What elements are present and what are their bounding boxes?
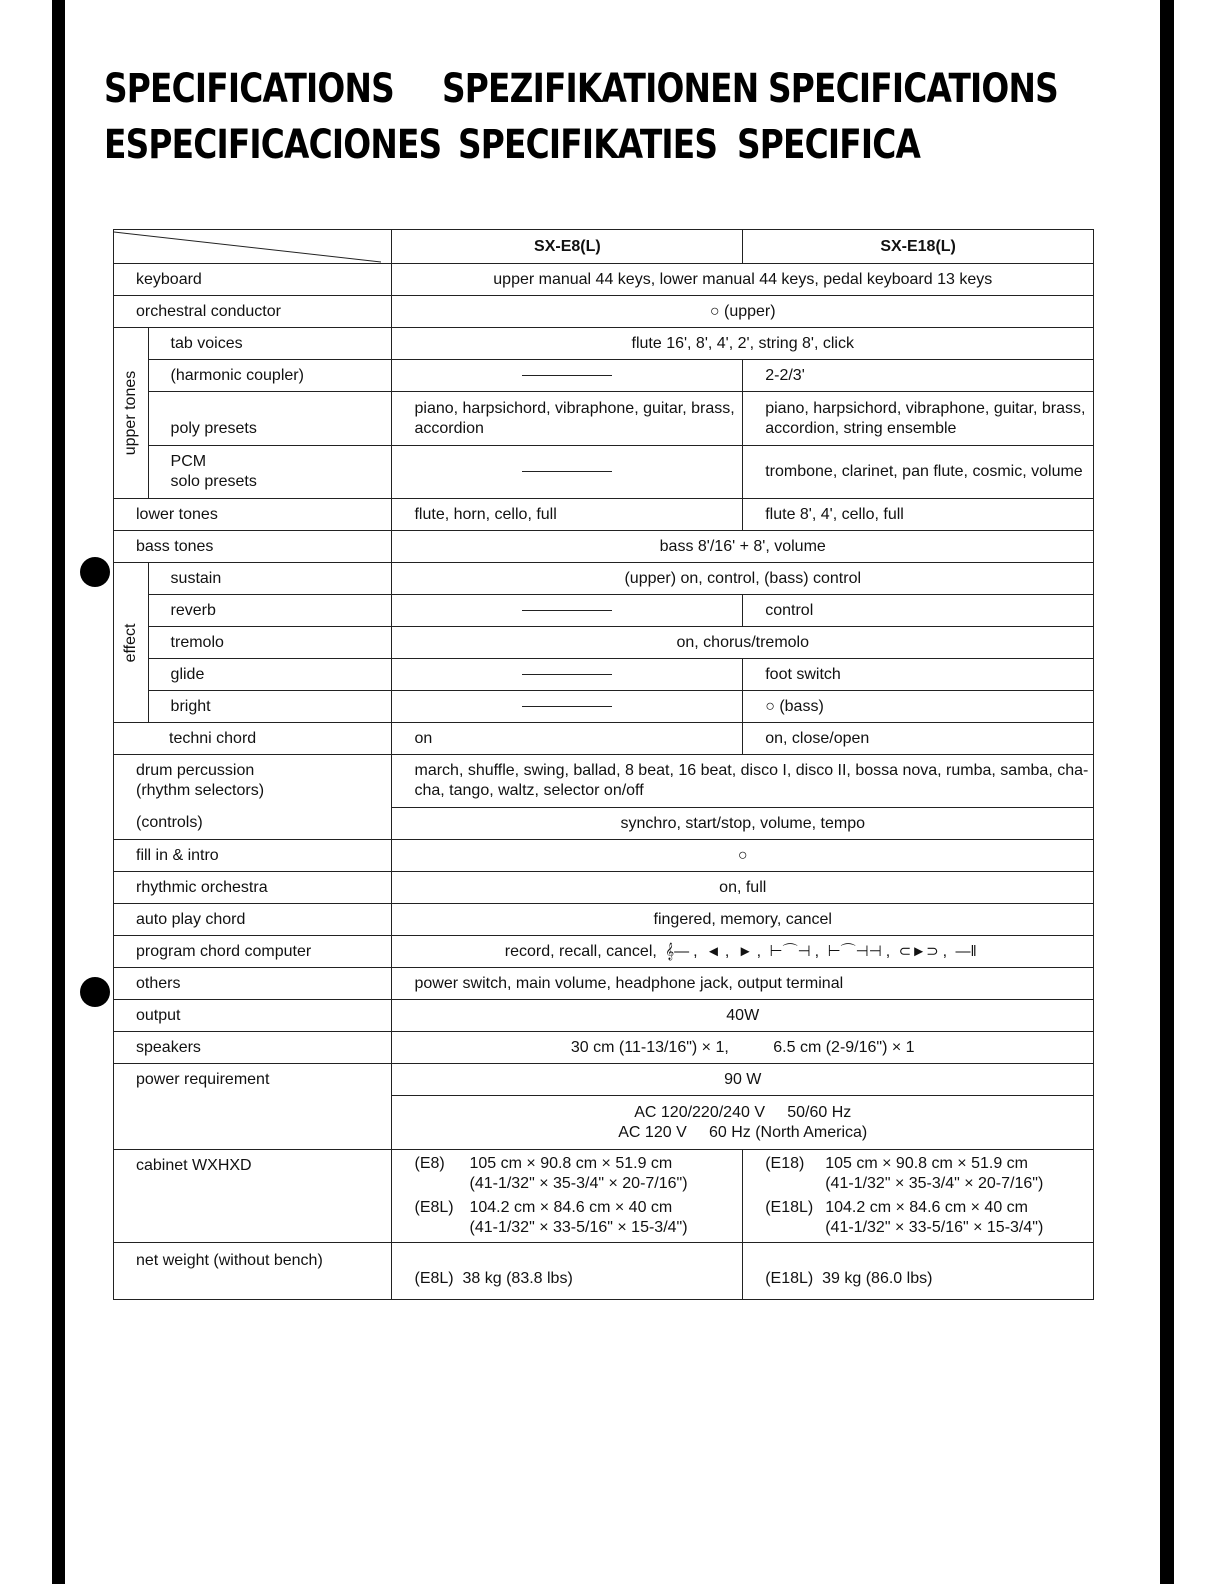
title-fr: SPECIFICATIONS (768, 66, 1058, 112)
dim-cm: 104.2 cm × 84.6 cm × 40 cm (825, 1199, 1028, 1216)
corner-cell (114, 230, 392, 264)
model-tag: (E8L) (414, 1199, 454, 1216)
not-available (392, 659, 743, 691)
label-line: solo presets (170, 473, 257, 490)
short-repeat-icon: ⊢⌒⊣⊣ (827, 942, 882, 960)
row-label: (controls) (114, 808, 392, 840)
scan-border-left (52, 0, 65, 1584)
row-label: others (114, 968, 392, 1000)
row-label: keyboard (114, 264, 392, 296)
value-e18: on, close/open (743, 723, 1094, 755)
value-e8: flute, horn, cello, full (392, 499, 743, 531)
group-label: upper tones (121, 370, 139, 456)
value-e8: piano, harpsichord, vibraphone, guitar, brass, accordion (392, 392, 743, 446)
row-label: sustain (148, 563, 392, 595)
row-value: flute 16', 8', 4', 2', string 8', click (392, 328, 1094, 360)
label-line: PCM (170, 453, 207, 470)
row-label: net weight (without bench) (114, 1243, 392, 1300)
row-label: auto play chord (114, 904, 392, 936)
dim-in: (41-1/32" × 33-5/16" × 15-3/4") (469, 1219, 688, 1236)
title-it: SPECIFICA (737, 122, 921, 168)
not-available (392, 360, 743, 392)
forward-icon: ► (737, 942, 753, 960)
not-available (392, 691, 743, 723)
row-value: ○ (upper) (392, 296, 1094, 328)
scan-border-right (1160, 0, 1174, 1584)
row-label: orchestral conductor (114, 296, 392, 328)
row-label: rhythmic orchestra (114, 872, 392, 904)
dim-in: (41-1/32" × 33-5/16" × 15-3/4") (825, 1219, 1044, 1236)
row-label: fill in & intro (114, 840, 392, 872)
row-value: on, full (392, 872, 1094, 904)
row-value: on, chorus/tremolo (392, 627, 1094, 659)
row-label: glide (148, 659, 392, 691)
row-label: bass tones (114, 531, 392, 563)
value-e18: flute 8', 4', cello, full (743, 499, 1094, 531)
repeat-bracket-icon: ⊢⌒⊣ (769, 942, 811, 960)
row-label: power requirement (114, 1064, 392, 1150)
value-e18: 2-2/3' (743, 360, 1094, 392)
title-en: SPECIFICATIONS (104, 66, 394, 112)
value-e18: foot switch (743, 659, 1094, 691)
row-label: lower tones (114, 499, 392, 531)
header-sx-e8: SX-E8(L) (392, 230, 743, 264)
value-e8: on (392, 723, 743, 755)
row-value: march, shuffle, swing, ballad, 8 beat, 16 beat, disco I, disco II, bossa nova, rumba, samba, cha-cha, tango, waltz, selector on/off (392, 755, 1094, 808)
row-value: bass 8'/16' + 8', volume (392, 531, 1094, 563)
row-label: techni chord (114, 723, 392, 755)
value-e18: trombone, clarinet, pan flute, cosmic, volume (743, 446, 1094, 499)
row-value: ○ (392, 840, 1094, 872)
clef-icon: 𝄞— (665, 942, 690, 960)
dim-cm: 105 cm × 90.8 cm × 51.9 cm (825, 1155, 1028, 1172)
group-upper-tones (114, 328, 149, 499)
value-e8: (E8L) 38 kg (83.8 lbs) (392, 1243, 743, 1300)
value-e18: ○ (bass) (743, 691, 1094, 723)
row-value: 40W (392, 1000, 1094, 1032)
label-line: drum percussion (136, 762, 255, 780)
row-label (148, 446, 392, 499)
not-available (392, 595, 743, 627)
model-tag: (E8) (414, 1155, 445, 1172)
row-value: fingered, memory, cancel (392, 904, 1094, 936)
row-value: record, recall, cancel, 𝄞— , ◄ , ► , ⊢⌒⊣ , ⊢⌒⊣⊣ , ⊂►⊃ , —‖ (392, 936, 1094, 968)
group-effect (114, 563, 149, 723)
value-e8 (392, 1150, 743, 1243)
punch-hole (80, 557, 110, 587)
dim-cm: 104.2 cm × 84.6 cm × 40 cm (469, 1199, 673, 1216)
row-value: power switch, main volume, headphone jack, output terminal (392, 968, 1094, 1000)
value-e18: control (743, 595, 1094, 627)
speaker-main: 30 cm (11-13/16") × 1, (570, 1038, 729, 1056)
title-es: ESPECIFICACIONES (104, 122, 442, 168)
model-tag: (E18) (765, 1155, 805, 1172)
row-label: program chord computer (114, 936, 392, 968)
model-tag: (E18L) (765, 1199, 814, 1216)
row-label (114, 755, 392, 808)
row-label: bright (148, 691, 392, 723)
row-label: (harmonic coupler) (148, 360, 392, 392)
value-e18: (E18L) 39 kg (86.0 lbs) (743, 1243, 1094, 1300)
row-label: reverb (148, 595, 392, 627)
row-value: (upper) on, control, (bass) control (392, 563, 1094, 595)
row-label: tab voices (148, 328, 392, 360)
row-value: upper manual 44 keys, lower manual 44 keys, pedal keyboard 13 keys (392, 264, 1094, 296)
dim-in: (41-1/32" × 35-3/4" × 20-7/16") (469, 1175, 688, 1192)
header-sx-e18: SX-E18(L) (743, 230, 1094, 264)
row-label: output (114, 1000, 392, 1032)
dim-cm: 105 cm × 90.8 cm × 51.9 cm (469, 1155, 673, 1172)
ac-line: AC 120 V 60 Hz (North America) (618, 1123, 868, 1141)
row-value: 90 W (392, 1064, 1094, 1096)
title-de: SPEZIFIKATIONEN (442, 66, 759, 112)
row-label: tremolo (148, 627, 392, 659)
spec-table (113, 229, 1094, 1300)
group-label: effect (121, 623, 139, 662)
row-label: speakers (114, 1032, 392, 1064)
row-label: poly presets (148, 392, 392, 446)
ac-line: AC 120/220/240 V 50/60 Hz (634, 1103, 852, 1121)
punch-hole (80, 977, 110, 1007)
label-line: (rhythm selectors) (136, 782, 265, 800)
not-available (392, 446, 743, 499)
row-value (392, 1096, 1094, 1150)
value-e18 (743, 1150, 1094, 1243)
loop-icon: ⊂►⊃ (898, 942, 939, 960)
dim-in: (41-1/32" × 35-3/4" × 20-7/16") (825, 1175, 1044, 1192)
row-label: cabinet WXHXD (114, 1150, 392, 1243)
title-nl: SPECIFIKATIES (458, 122, 718, 168)
row-value: synchro, start/stop, volume, tempo (392, 808, 1094, 840)
row-value (392, 1032, 1094, 1064)
value-e18: piano, harpsichord, vibraphone, guitar, brass, accordion, string ensemble (743, 392, 1094, 446)
speaker-tweeter: 6.5 cm (2-9/16") × 1 (773, 1038, 915, 1056)
back-icon: ◄ (706, 942, 721, 960)
program-text: record, recall, cancel, (504, 942, 657, 960)
end-bar-icon: —‖ (955, 942, 977, 960)
